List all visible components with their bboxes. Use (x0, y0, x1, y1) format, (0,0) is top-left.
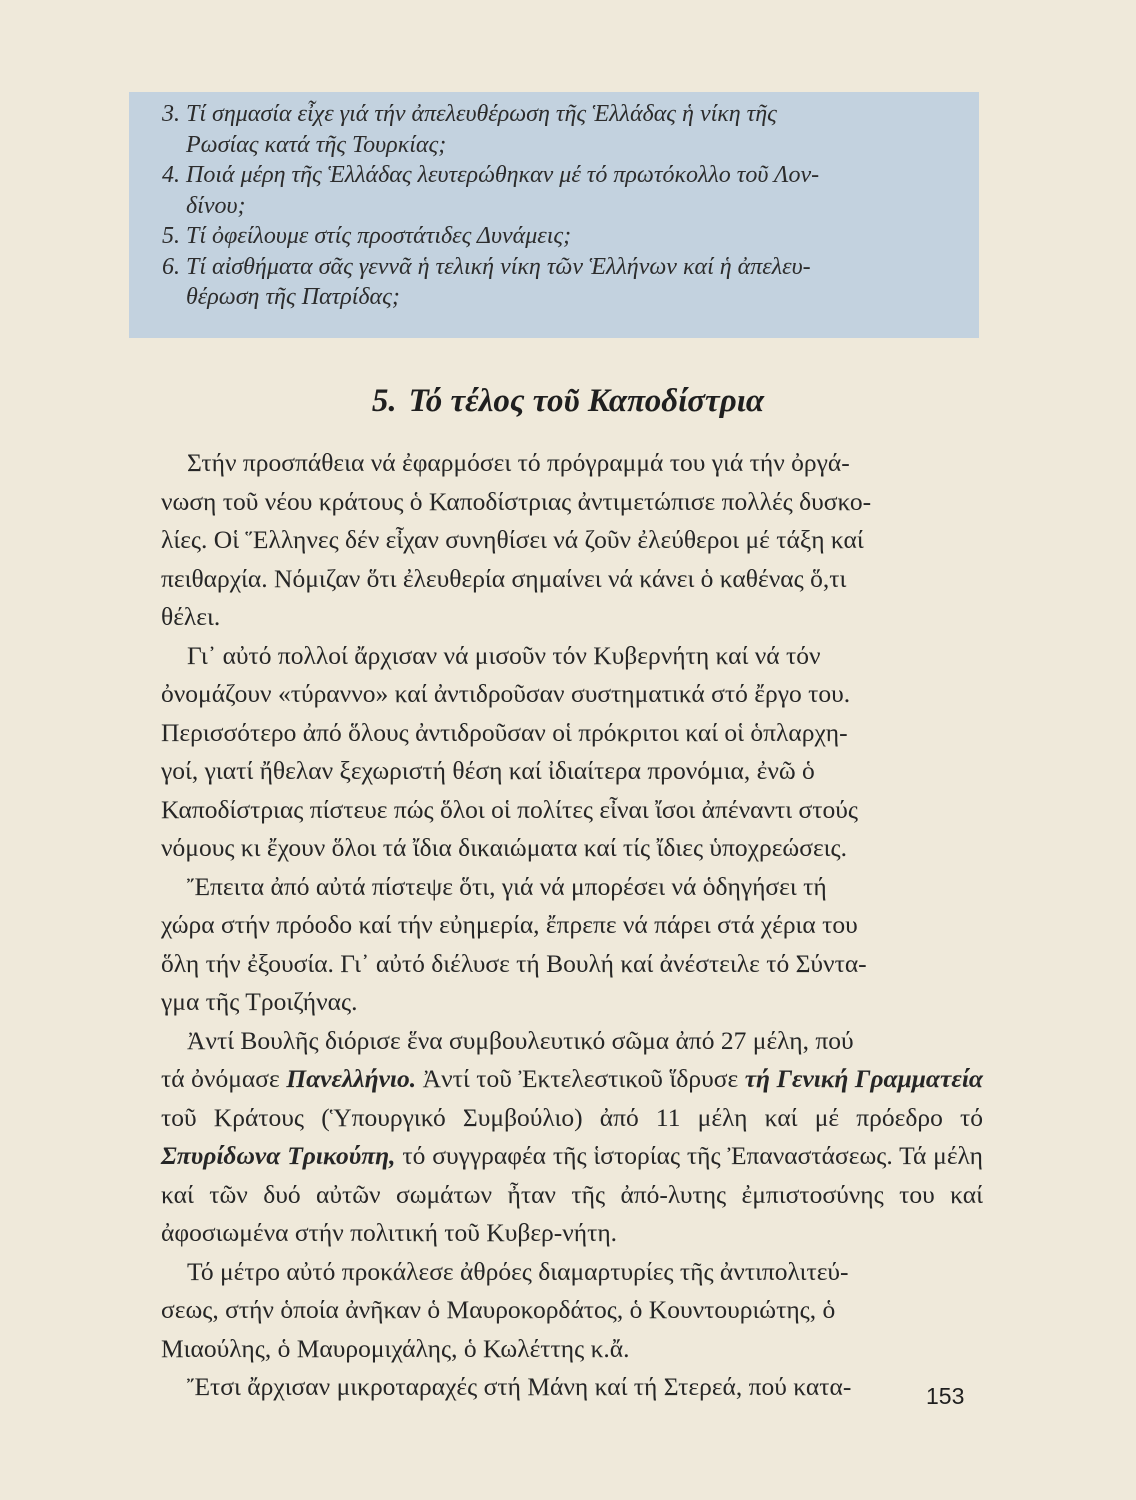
emphasis-geniki-grammateia: τή Γενική Γραμματεία (744, 1064, 984, 1093)
body-text (161, 444, 983, 1407)
paragraph: Ἀντί Βουλῆς διόρισε ἕνα συμβουλευτικό σῶμα ἀπό 27 μέλη, πού τά ὀνόμασε Πανελλήνιο. Ἀντί τοῦ Ἐκτελεστικοῦ ἵδρυσε τή Γενική Γραμματεία τοῦ Κράτους (Ὑπουργικό Συμβούλιο) ἀπό 11 μέλη καί μέ πρόεδρο τό Σπυρίδωνα Τρικούπη, τό συγγραφέα τῆς ἱστορίας τῆς Ἐπαναστάσεως. Τά μέλη καί τῶν δυό αὐτῶν σωμάτων ἦταν τῆς ἀπό-λυτης ἐμπιστοσύνης του καί ἀφοσιωμένα στήν πολιτική τοῦ Κυβερ-νήτη. (161, 1025, 984, 1247)
emphasis-trikoupis: Σπυρίδωνα Τρικούπη, (161, 1141, 396, 1170)
paragraph: Ἔπειτα ἀπό αὐτά πίστεψε ὅτι, γιά νά μπορέσει νά ὁδηγήσει τή χώρα στήν πρόοδο καί τήν εὐημερία, ἔπρεπε νά πάρει στά χέρια του ὅλη τήν ἐξουσία. Γι᾿ αὐτό διέλυσε τή Βουλή καί ἀνέστειλε τό Σύντα- γμα τῆς Τροιζήνας. (161, 871, 867, 1016)
question-item: 3. Τί σημασία εἶχε γιά τήν ἀπελευθέρωση τῆς Ἑλλάδας ἡ νίκη τῆς Ρωσίας κατά τῆς Τουρκίας; (162, 101, 777, 158)
question-item: 4. Ποιά μέρη τῆς Ἑλλάδας λευτερώθηκαν μέ τό πρωτόκολλο τοῦ Λον- δίνου; (162, 162, 820, 219)
question-item: 5. Τί ὀφείλουμε στίς προστάτιδες Δυνάμεις; (162, 223, 572, 249)
question-item: 6. Τί αἰσθήματα σᾶς γεννᾶ ἡ τελική νίκη τῶν Ἑλλήνων καί ἡ ἀπελευ- θέρωση τῆς Πατρίδας; (162, 253, 811, 310)
section-number: 5. (371, 383, 397, 419)
review-questions-box (129, 92, 979, 338)
paragraph: Γι᾿ αὐτό πολλοί ἄρχισαν νά μισοῦν τόν Κυβερνήτη καί νά τόν ὀνομάζουν «τύραννο» καί ἀντιδροῦσαν συστηματικά στό ἔργο του. Περισσότερο ἀπό ὅλους ἀντιδροῦσαν οἱ πρόκριτοι καί οἱ ὁπλαρχη- γοί, γιατί ἤθελαν ξεχωριστή θέση καί ἰδιαίτερα προνόμια, ἐνῶ ὁ Καποδίστριας πίστευε πώς ὅλοι οἱ πολίτες εἶναι ἴσοι ἀπέναντι στούς νόμους κι ἔχουν ὅλοι τά ἴδια δικαιώματα καί τίς ἴδιες ὑποχρεώσεις. (161, 640, 858, 862)
section-title-text: Τό τέλος τοῦ Καποδίστρια (408, 383, 765, 419)
paragraph: Τό μέτρο αὐτό προκάλεσε ἀθρόες διαμαρτυρίες τῆς ἀντιπολιτεύ- σεως, στήν ὁποία ἀνῆκαν ὁ Μαυροκορδάτος, ὁ Κουντουριώτης, ὁ Μιαούλης, ὁ Μαυρομιχάλης, ὁ Κωλέττης κ.ἄ. (161, 1256, 849, 1363)
paragraph: Ἔτσι ἄρχισαν μικροταραχές στή Μάνη καί τή Στερεά, πού κατα- (187, 1372, 852, 1401)
paragraph: Στήν προσπάθεια νά ἐφαρμόσει τό πρόγραμμά του γιά τήν ὀργά- νωση τοῦ νέου κράτους ὁ Καποδίστριας ἀντιμετώπισε πολλές δυσκο- λίες. Οἱ Ἕλληνες δέν εἶχαν συνηθίσει νά ζοῦν ἐλεύθεροι μέ τάξη καί πειθαρχία. Νόμιζαν ὅτι ἐλευθερία σημαίνει νά κάνει ὁ καθένας ὅ,τι θέλει. (161, 448, 872, 631)
page-number: 153 (926, 1383, 965, 1409)
emphasis-panellinio: Πανελλήνιο. (286, 1064, 417, 1093)
section-title (0, 383, 1136, 420)
